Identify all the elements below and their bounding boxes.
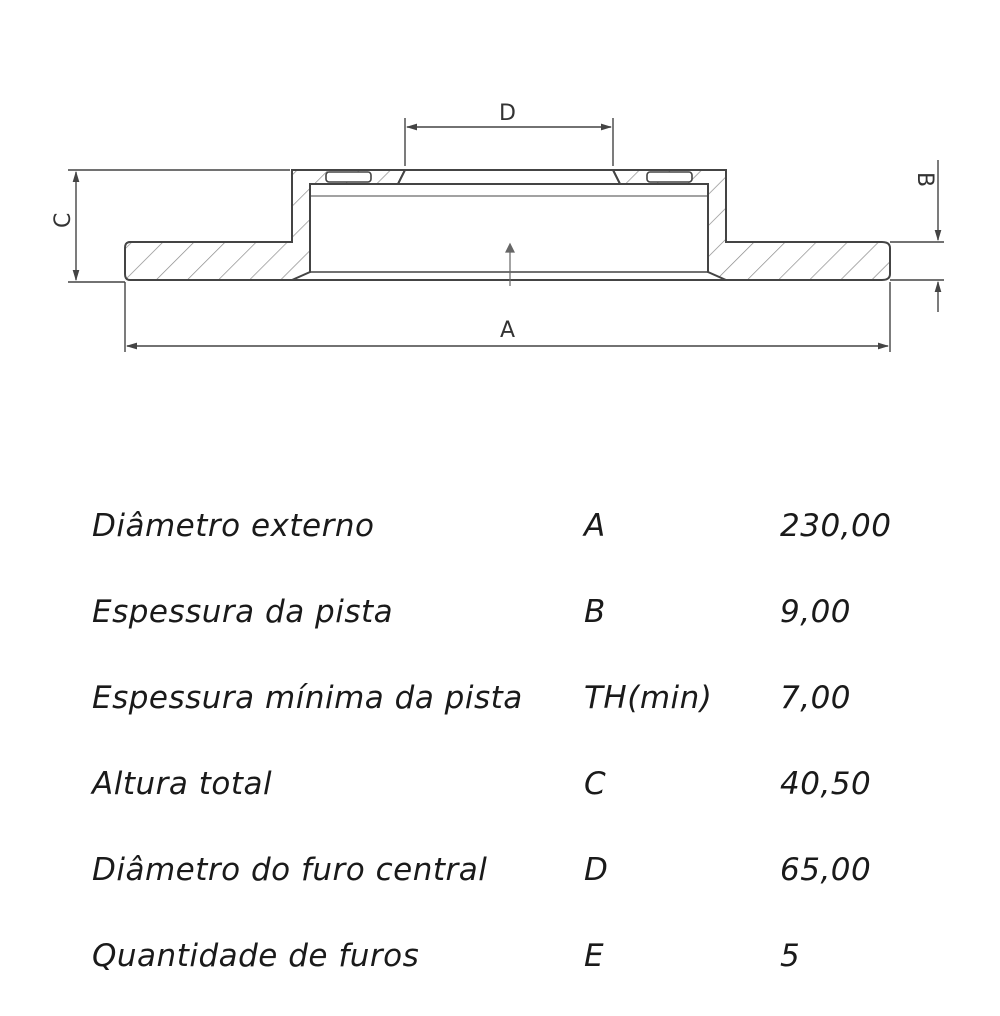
spec-code: D [584, 852, 609, 888]
spec-row-total-height [92, 758, 952, 844]
spec-label: Quantidade de furos [92, 938, 420, 974]
spec-label: Diâmetro do furo central [92, 852, 488, 888]
spec-value: 7,00 [780, 680, 852, 716]
spec-label: Espessura mínima da pista [92, 680, 523, 716]
spec-code: TH(min) [584, 680, 713, 716]
spec-label: Diâmetro externo [92, 508, 375, 544]
spec-label: Espessura da pista [92, 594, 394, 630]
spec-label: Altura total [92, 766, 273, 802]
dimension-d-label: D [499, 101, 516, 126]
brake-disc-cross-section-drawing [0, 0, 1000, 420]
dimension-c-label: C [51, 212, 76, 228]
spec-value: 230,00 [780, 508, 892, 544]
specifications-table [92, 500, 952, 1016]
spec-row-center-bore-diameter [92, 844, 952, 930]
spec-value: 65,00 [780, 852, 872, 888]
spec-value: 40,50 [780, 766, 872, 802]
spec-value: 9,00 [780, 594, 852, 630]
spec-code: A [584, 508, 606, 544]
spec-row-hole-count [92, 930, 952, 1016]
spec-row-outer-diameter [92, 500, 952, 586]
disc-inner-details [292, 172, 726, 280]
spec-row-min-track-thickness [92, 672, 952, 758]
dimension-a-label: A [500, 318, 516, 343]
spec-code: E [584, 938, 605, 974]
disc-body [125, 170, 890, 280]
spec-code: B [584, 594, 606, 630]
dimension-b-label: B [912, 172, 937, 188]
spec-value: 5 [780, 938, 801, 974]
spec-row-track-thickness [92, 586, 952, 672]
spec-code: C [584, 766, 607, 802]
